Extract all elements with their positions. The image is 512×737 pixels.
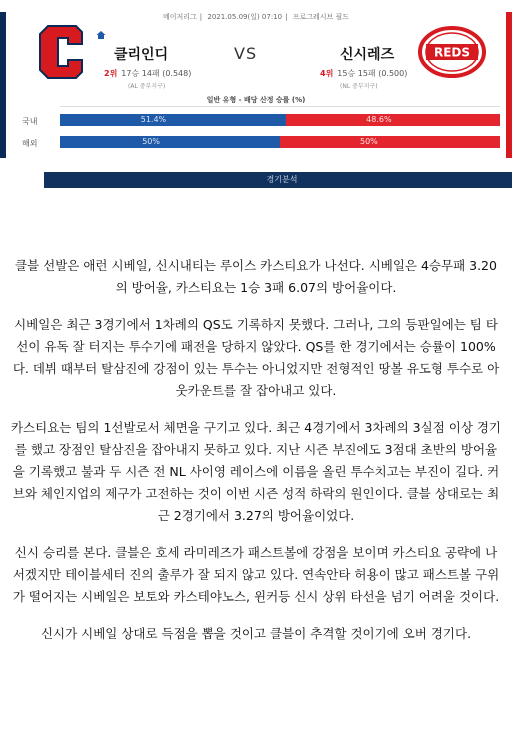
bar-domestic bbox=[60, 114, 500, 126]
bar-domestic-home bbox=[60, 114, 286, 126]
vs-label: VS bbox=[234, 44, 258, 63]
meta-datetime: 2021.05.09(일) 07:10 bbox=[207, 13, 283, 21]
home-rank-record bbox=[104, 68, 191, 79]
bar-overseas-home-value: 50% bbox=[142, 137, 160, 146]
away-team-name[interactable]: 신시레즈 bbox=[340, 47, 395, 63]
row-label-overseas: 해외 bbox=[22, 139, 38, 148]
home-rank: 2위 bbox=[104, 69, 118, 78]
article-paragraph: 카스티요는 팀의 1선발로서 체면을 구기고 있다. 최근 4경기에서 3차례의 3실점 이상 경기를 했고 장점인 탈삼진을 잡아내지 못하고 있다. 지난 시즌 부진에도 3점대 초반의 방어율을 기록했고 불과 두 시즌 전 NL 사이영 레이스에 이름을 올린 투수치고는 부진이 길다. 커브와 체인지업의 제구가 고전하는 것이 이번 시즌 성적 하락의 원인이다. 클블 상대로는 최근 2경기에서 3.27의 방어율이었다. bbox=[10, 420, 502, 523]
home-league: (AL 중부지구) bbox=[128, 83, 166, 90]
svg-text:REDS: REDS bbox=[433, 45, 471, 60]
home-team-name[interactable]: 클리인디 bbox=[114, 47, 169, 63]
home-icon bbox=[96, 30, 106, 40]
bar-domestic-away bbox=[286, 114, 500, 126]
home-color-edge bbox=[0, 12, 6, 158]
bar-overseas bbox=[60, 136, 500, 148]
bar-overseas-away-value: 50% bbox=[360, 137, 378, 146]
home-record: 17승 14패 (0.548) bbox=[121, 69, 192, 78]
cincinnati-logo-icon bbox=[418, 26, 486, 78]
chart-title: 일반 유형 - 배당 산정 승률 (%) bbox=[206, 96, 306, 104]
article-paragraph: 클블 선발은 애런 시베일, 신시내티는 루이스 카스티요가 나선다. 시베일은 4승무패 3.20의 방어율, 카스티요는 1승 3패 6.07의 방어율이다. bbox=[15, 258, 497, 295]
row-label-domestic: 국내 bbox=[22, 117, 38, 126]
article-paragraph: 신시가 시베일 상대로 득점을 뽑을 것이고 클블이 추격할 것이기에 오버 경기다. bbox=[40, 626, 472, 641]
article-paragraph: 시베일은 최근 3경기에서 1차례의 QS도 기록하지 못했다. 그러나, 그의 등판일에는 팀 타선이 유독 잘 터지는 투수기에 패전을 당하지 않았다. QS를 한 경기에서는 승률이 100%다. 데뷔 때부터 탈삼진에 강점이 있는 투수는 아니었지만 전형적인 땅볼 유도형 투수로 아웃카운트를 잘 잡아내고 있다. bbox=[12, 317, 500, 398]
away-rank-record bbox=[320, 68, 407, 79]
away-league: (NL 중부지구) bbox=[340, 83, 378, 90]
meta-stadium: 프로그레시브 필드 bbox=[292, 13, 350, 21]
bar-overseas-away bbox=[280, 136, 500, 148]
away-record: 15승 15패 (0.500) bbox=[337, 69, 408, 78]
game-meta: 메이저리그 | 2021.05.09(일) 07:10 | 프로그레시브 필드 bbox=[162, 13, 350, 21]
article-body bbox=[10, 255, 502, 660]
tab-game-analysis[interactable]: 경기분석 bbox=[44, 172, 512, 188]
article-paragraph: 신시 승리를 본다. 클블은 호세 라미레즈가 패스트볼에 강점을 보이며 카스티요 공략에 나서겠지만 테이블세터 진의 출루가 잘 되지 않고 있다. 연속안타 허용이 많고 패스트볼 구위가 떨어지는 시베일은 보토와 카스테야노스, 윈커등 신시 상위 타선을 넘기 어려울 것이다. bbox=[12, 545, 500, 604]
bar-domestic-away-value: 48.6% bbox=[366, 115, 392, 124]
bar-domestic-home-value: 51.4% bbox=[140, 115, 167, 124]
away-rank: 4위 bbox=[320, 69, 334, 78]
chart-divider bbox=[60, 106, 500, 107]
meta-league: 메이저리그 bbox=[162, 13, 197, 21]
bar-overseas-home bbox=[60, 136, 280, 148]
away-color-edge bbox=[506, 12, 512, 158]
cleveland-logo-icon bbox=[36, 22, 86, 82]
